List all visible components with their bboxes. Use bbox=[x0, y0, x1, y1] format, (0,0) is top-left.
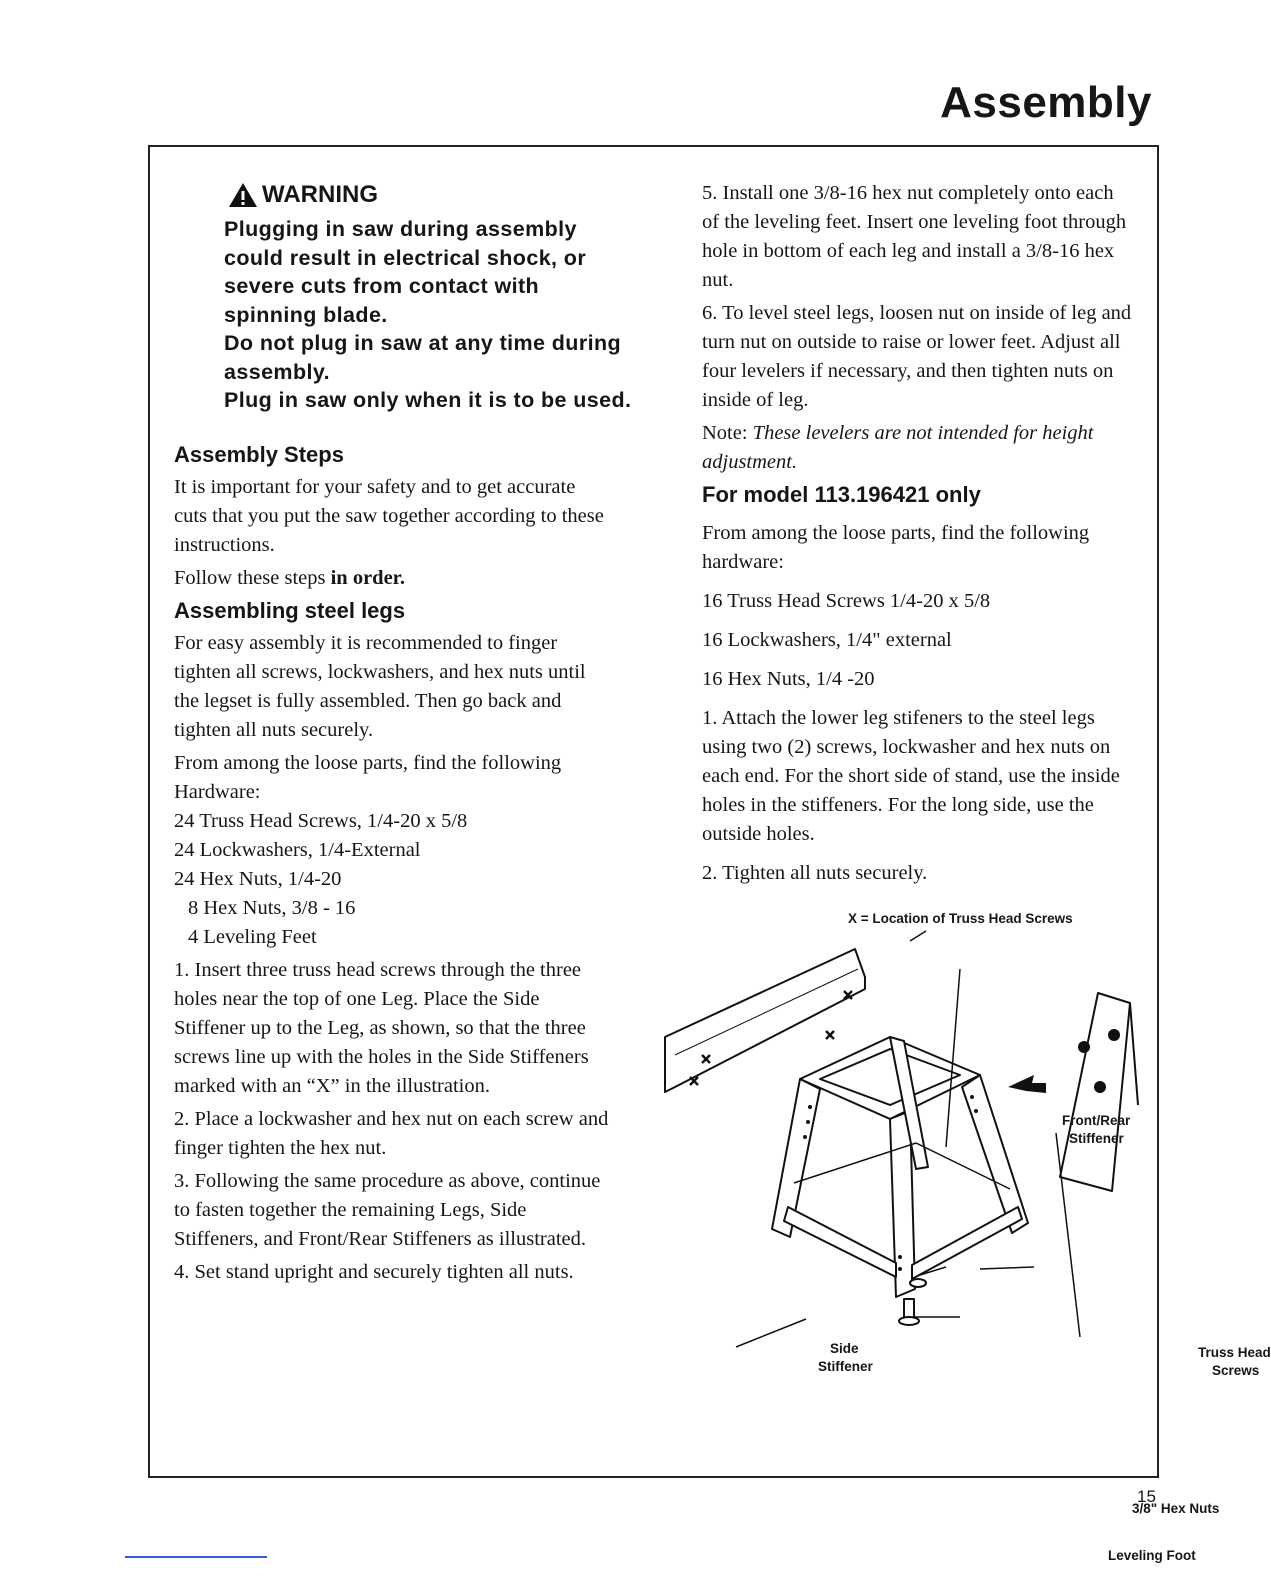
page-title: Assembly bbox=[940, 78, 1152, 127]
hardware-item: 24 Truss Head Screws, 1/4-20 x 5/8 bbox=[174, 810, 468, 832]
note-text: These levelers are not intended for height adjustment. bbox=[702, 422, 1094, 473]
arrow-icon bbox=[1008, 1075, 1046, 1093]
legset-drawing bbox=[660, 907, 1140, 1427]
label-truss-head: Truss Head bbox=[1198, 1345, 1271, 1360]
label-side-2: Stiffener bbox=[818, 1359, 873, 1374]
label-front-rear: Front/Rear bbox=[1062, 1113, 1131, 1128]
assembly-steps-intro: It is important for your safety and to get accurate cuts that you put the saw together according to these instructions. bbox=[174, 476, 604, 556]
divider-line bbox=[125, 1556, 267, 1558]
step-item: 4. Set stand upright and securely tighten all nuts. bbox=[174, 1261, 574, 1283]
detail-leg bbox=[1060, 993, 1130, 1191]
label-hex-nuts: 3/8" Hex Nuts bbox=[1132, 1501, 1220, 1516]
note-label: Note: bbox=[702, 422, 748, 444]
step-item: 6. To level steel legs, loosen nut on inside of leg and turn nut on outside to raise or lower feet. Adjust all four levelers if necessary, and then tighten nuts on inside of leg. bbox=[702, 302, 1132, 411]
hardware-item: 24 Lockwashers, 1/4-External bbox=[174, 839, 421, 861]
model-find-text: From among the loose parts, find the following hardware: bbox=[702, 522, 1090, 573]
steel-legs-find-text: From among the loose parts, find the following Hardware: bbox=[174, 752, 562, 803]
warning-heading bbox=[228, 181, 378, 209]
warning-line: Plug in saw only when it is to be used. bbox=[224, 388, 632, 412]
warning-label: WARNING bbox=[262, 181, 378, 208]
hardware-item: 24 Hex Nuts, 1/4-20 bbox=[174, 868, 342, 890]
hardware-item: 16 Hex Nuts, 1/4 -20 bbox=[702, 668, 875, 690]
assembly-steps-heading: Assembly Steps bbox=[174, 442, 344, 467]
warning-text bbox=[224, 215, 634, 415]
step-item: 3. Following the same procedure as above, continue to fasten together the remaining Legs, Side Stiffeners, and Front/Rear Stiffeners as illustrated. bbox=[174, 1170, 601, 1250]
step-item: 2. Place a lockwasher and hex nut on each screw and finger tighten the hex nut. bbox=[174, 1108, 609, 1159]
label-leveling-foot: Leveling Foot bbox=[1108, 1548, 1196, 1563]
step-item: 1. Attach the lower leg stifeners to the steel legs using two (2) screws, lockwasher and hex nuts on each end. For the short side of stand, use the inside holes in the stiffeners. For the long side, use the outside holes. bbox=[702, 707, 1120, 845]
page-number: 15 bbox=[1137, 1487, 1156, 1506]
figure-caption: X = Location of Truss Head Screws bbox=[848, 911, 1073, 926]
warning-line: Do not plug in saw at any time during assembly. bbox=[224, 331, 622, 384]
steel-legs-heading: Assembling steel legs bbox=[174, 598, 406, 623]
model-heading: For model 113.196421 only bbox=[702, 482, 981, 507]
step-item: 2. Tighten all nuts securely. bbox=[702, 862, 928, 884]
hardware-item: 8 Hex Nuts, 3/8 - 16 bbox=[188, 897, 356, 919]
assembly-steps-section bbox=[174, 441, 610, 1287]
label-side: Side bbox=[830, 1341, 859, 1356]
follow-order-text bbox=[174, 564, 610, 593]
follow-order-emphasis: in order. bbox=[330, 567, 406, 589]
label-front-rear-2: Stiffener bbox=[1069, 1131, 1124, 1146]
step-item: 1. Insert three truss head screws through the three holes near the top of one Leg. Place the Side Stiffener up to the Leg, as shown, so that the three screws line up with the holes in the Side Stiffeners marked with an “X” in the illustration. bbox=[174, 959, 589, 1097]
step-item: 5. Install one 3/8-16 hex nut completely onto each of the leveling feet. Insert one leveling foot through hole in bottom of each leg and install a 3/8-16 hex nut. bbox=[702, 182, 1127, 291]
note bbox=[702, 419, 1132, 477]
hardware-item: 4 Leveling Feet bbox=[188, 926, 317, 948]
warning-triangle-icon bbox=[228, 182, 258, 208]
follow-order-prefix: Follow these steps bbox=[174, 567, 331, 589]
label-truss-screws: Screws bbox=[1212, 1363, 1260, 1378]
steel-legs-intro: For easy assembly it is recommended to finger tighten all screws, lockwashers, and hex nuts until the legset is fully assembled. Then go back and tighten all nuts securely. bbox=[174, 632, 586, 741]
hardware-item: 16 Truss Head Screws 1/4-20 x 5/8 bbox=[702, 590, 991, 612]
hardware-item: 16 Lockwashers, 1/4" external bbox=[702, 629, 952, 651]
warning-line: Plugging in saw during assembly could result in electrical shock, or severe cuts from contact with spinning blade. bbox=[224, 217, 587, 327]
